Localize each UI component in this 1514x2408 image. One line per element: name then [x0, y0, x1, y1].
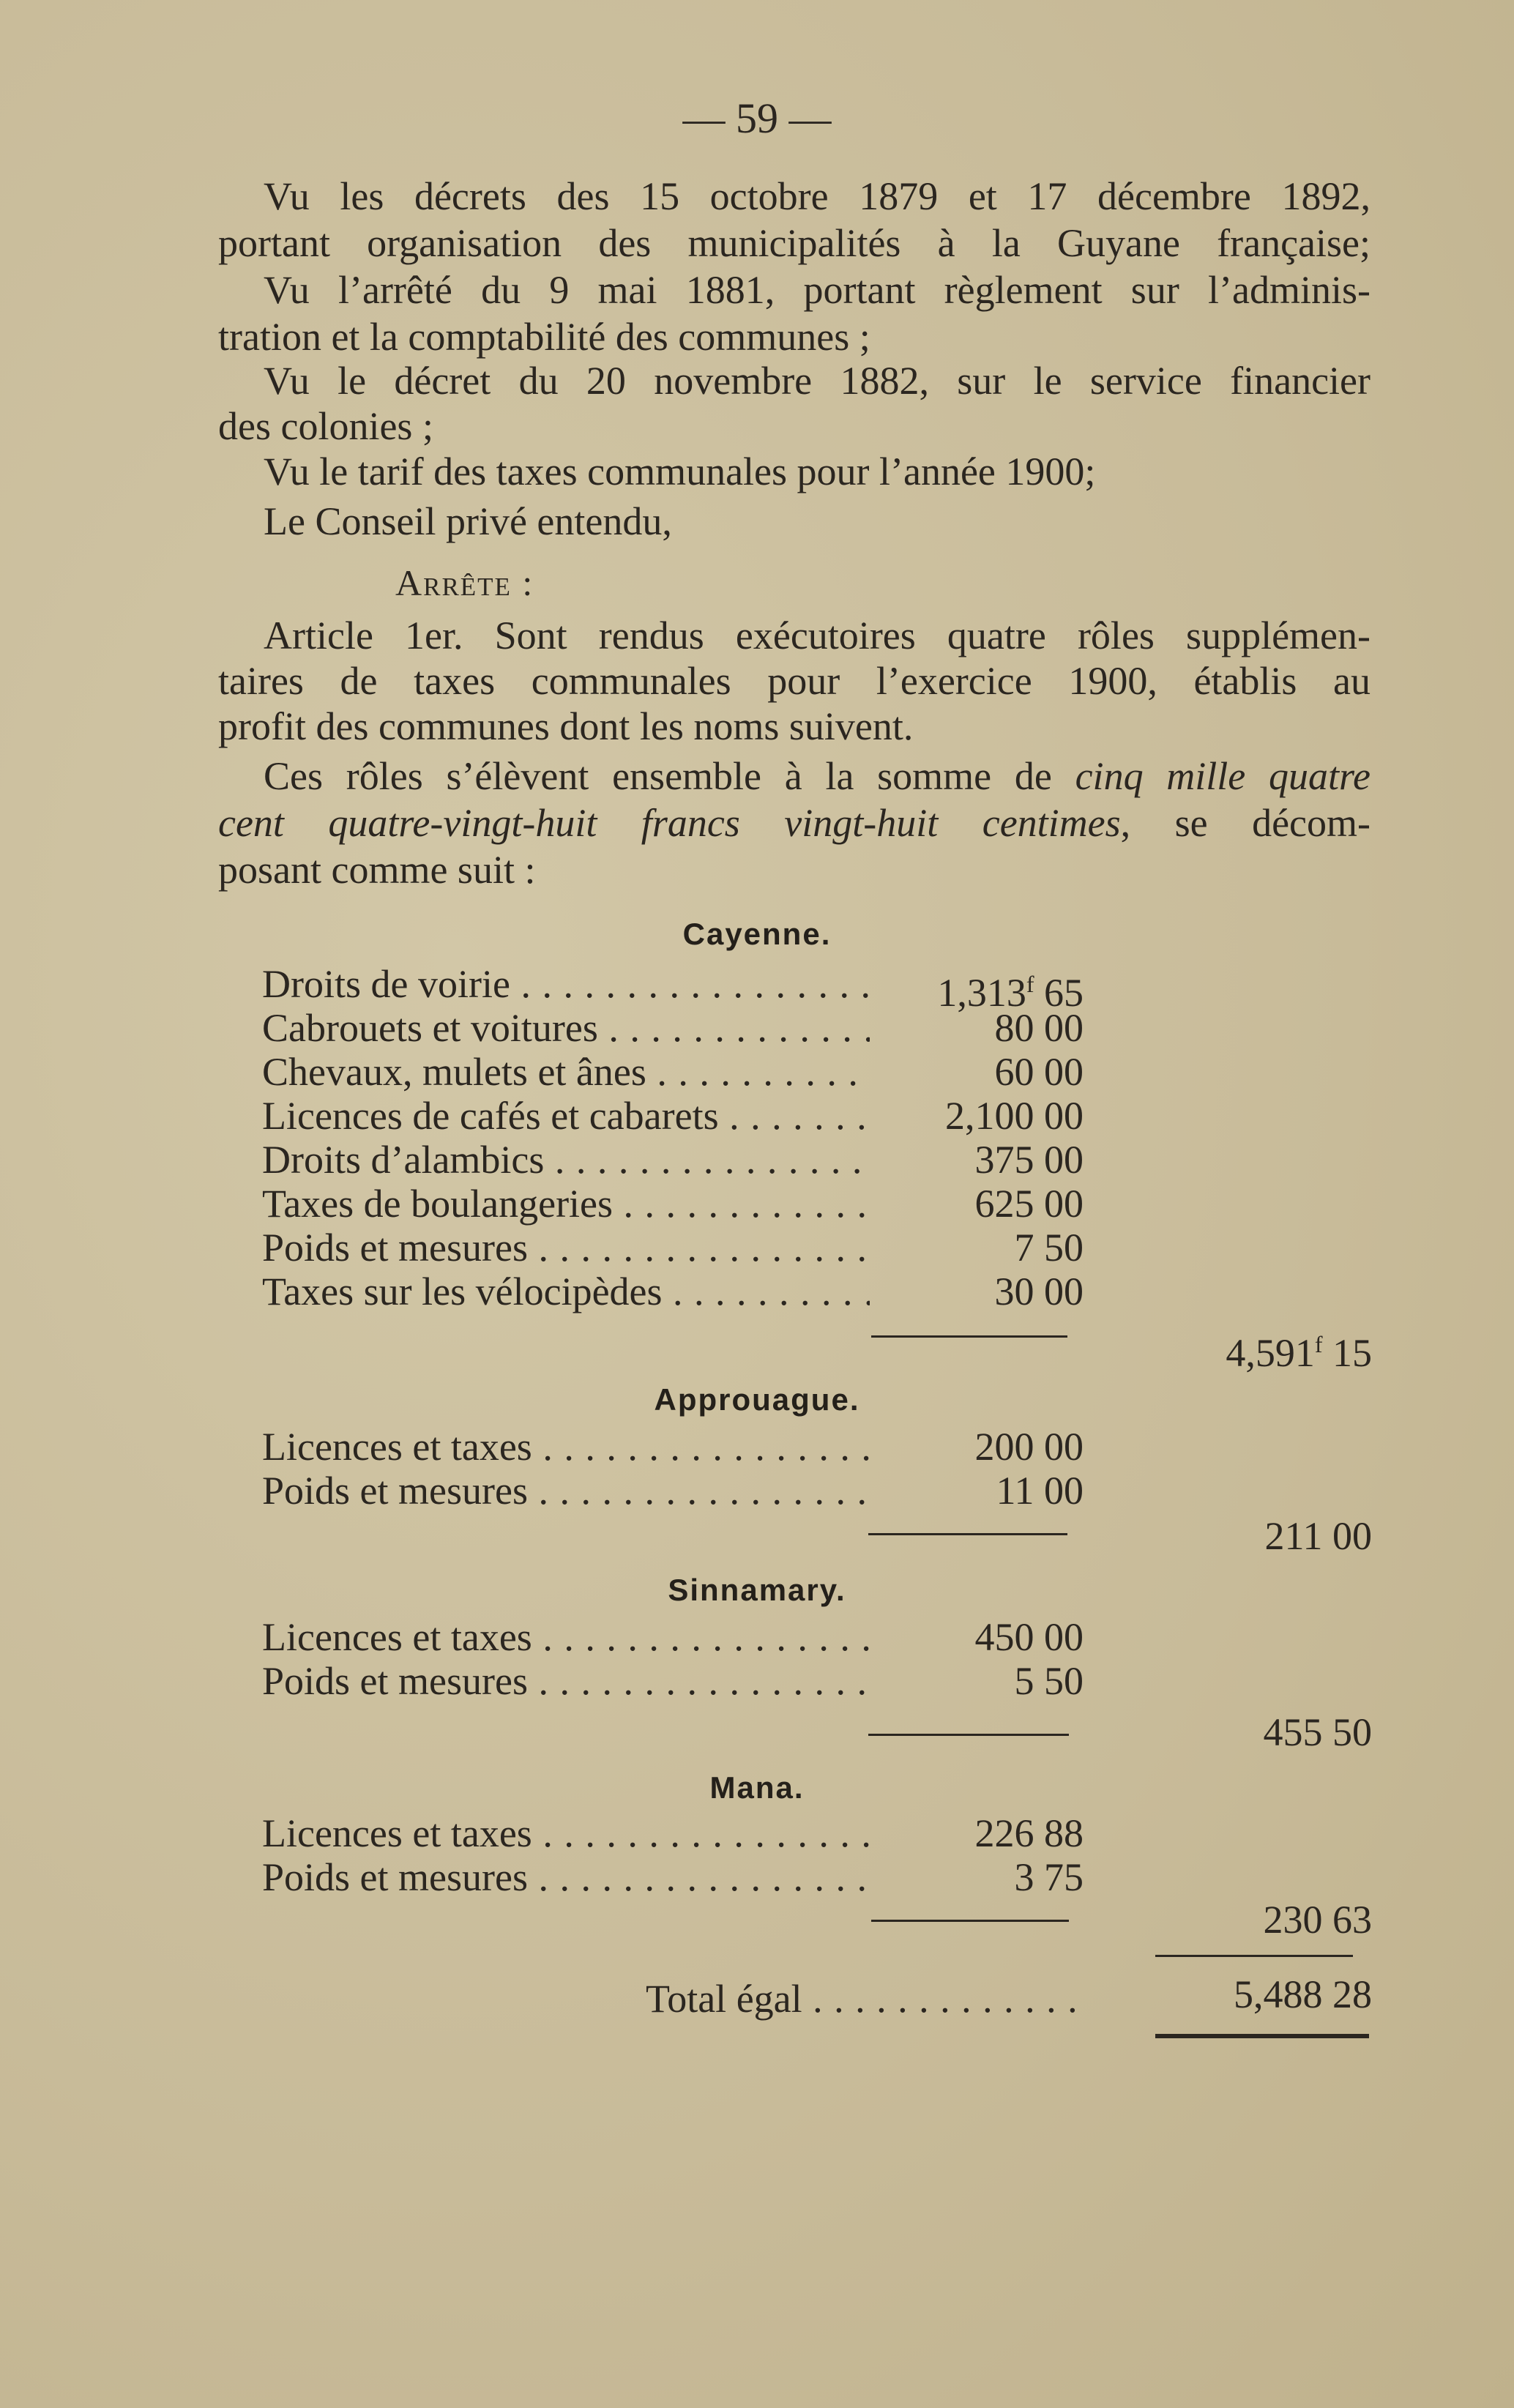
row-label: Poids et mesures	[262, 1226, 528, 1270]
section-heading-approuague: Approuague.	[654, 1382, 860, 1417]
row-label: Licences et taxes	[262, 1615, 532, 1659]
subtotal-rule	[868, 1734, 1069, 1736]
preamble-line: Vu l’arrêté du 9 mai 1881, portant règlement sur l’adminis-	[264, 268, 1371, 312]
table-row	[262, 1469, 870, 1513]
row-label: Poids et mesures	[262, 1855, 528, 1899]
total-label: Total égal	[646, 1977, 802, 2021]
table-row	[262, 1615, 870, 1659]
row-amount: 200 00	[974, 1425, 1084, 1469]
row-amount: 30 00	[994, 1270, 1084, 1313]
table-row	[262, 1226, 870, 1270]
row-amount: 80 00	[994, 1006, 1084, 1050]
row-amount: 7 50	[1014, 1226, 1084, 1270]
preamble-line: Le Conseil privé entendu,	[264, 499, 672, 543]
article-line: taires de taxes communales pour l’exercice 1900, établis au	[218, 659, 1371, 703]
row-label: Cabrouets et voitures	[262, 1006, 598, 1050]
table-row	[262, 1050, 870, 1094]
row-amount: 60 00	[994, 1050, 1084, 1094]
preamble-line: portant organisation des municipalités à la Guyane française;	[218, 221, 1371, 265]
row-label: Chevaux, mulets et ânes	[262, 1050, 646, 1094]
total-rule	[1155, 1955, 1353, 1957]
franc-sup: f	[1314, 1331, 1323, 1357]
row-label: Poids et mesures	[262, 1659, 528, 1703]
row-label: Droits de voirie	[262, 962, 510, 1006]
table-row	[262, 1182, 870, 1226]
row-amount: 625 00	[974, 1182, 1084, 1226]
amount-cents: 65	[1034, 971, 1084, 1015]
article-line: profit des communes dont les noms suivent.	[218, 704, 914, 748]
table-row	[262, 1659, 870, 1703]
row-label: Licences de cafés et cabarets	[262, 1094, 719, 1138]
row-amount: 375 00	[974, 1138, 1084, 1182]
row-amount: 5 50	[1014, 1659, 1084, 1703]
table-row	[262, 1094, 870, 1138]
row-label: Poids et mesures	[262, 1469, 528, 1513]
table-row	[262, 1138, 870, 1182]
row-label: Taxes de boulangeries	[262, 1182, 614, 1226]
subtotal-rule	[868, 1533, 1067, 1535]
table-row	[262, 962, 870, 1006]
table-row	[262, 1270, 870, 1313]
row-amount: 2,100 00	[945, 1094, 1084, 1138]
subtotal-mana: 230 63	[1263, 1898, 1372, 1942]
subtotal-cents: 15	[1322, 1331, 1372, 1375]
table-row	[262, 1006, 870, 1050]
sum-line-3: posant comme suit :	[218, 848, 536, 892]
section-heading-cayenne: Cayenne.	[682, 917, 832, 951]
subtotal-sinnamary: 455 50	[1263, 1710, 1372, 1754]
row-amount: 3 75	[1014, 1855, 1084, 1899]
row-label: Droits d’alambics	[262, 1138, 545, 1182]
sum-text-end: , se décom-	[1120, 801, 1371, 845]
row-amount: 226 88	[974, 1811, 1084, 1855]
sum-text-italic-2: cent quatre-vingt-huit francs vingt-huit centimes	[218, 801, 1121, 845]
subtotal-rule	[871, 1920, 1069, 1922]
table-row	[262, 1425, 870, 1469]
table-row	[262, 1855, 870, 1899]
article-text: Article 1er. Sont rendus exécutoires quatre rôles supplémen-	[264, 614, 1371, 657]
row-amount: 450 00	[974, 1615, 1084, 1659]
subtotal-approuague: 211 00	[1264, 1514, 1372, 1558]
sum-text-italic-1: cinq mille quatre	[1075, 754, 1371, 798]
row-amount: 11 00	[996, 1469, 1084, 1513]
preamble-line: Vu le tarif des taxes communales pour l’année 1900;	[264, 450, 1096, 493]
sum-line-1	[264, 753, 1371, 799]
total-row	[646, 1977, 1085, 2021]
row-label: Licences et taxes	[262, 1425, 532, 1469]
preamble-line: Vu le décret du 20 novembre 1882, sur le service financier	[264, 359, 1371, 403]
preamble-line: tration et la comptabilité des communes ;	[218, 315, 870, 359]
table-row	[262, 1811, 870, 1855]
total-amount: 5,488 28	[1234, 1972, 1372, 2016]
section-heading-mana: Mana.	[709, 1770, 805, 1805]
sum-line-2	[218, 799, 1371, 846]
amount-value: 1,313	[937, 971, 1026, 1015]
row-label: Taxes sur les vélocipèdes	[262, 1270, 663, 1313]
arrete-label: Arrête :	[395, 562, 534, 603]
subtotal-value: 4,591	[1226, 1331, 1315, 1375]
franc-sup: f	[1026, 971, 1034, 997]
section-heading-sinnamary: Sinnamary.	[668, 1573, 846, 1607]
subtotal-cayenne	[1142, 1322, 1372, 1375]
preamble-line: des colonies ;	[218, 404, 433, 448]
preamble-line: Vu les décrets des 15 octobre 1879 et 17 décembre 1892,	[264, 174, 1371, 218]
article-line	[264, 612, 1371, 659]
total-double-rule	[1155, 2034, 1369, 2038]
sum-text-start: Ces rôles s’élèvent ensemble à la somme de	[264, 754, 1075, 798]
row-label: Licences et taxes	[262, 1811, 532, 1855]
page-number: — 59 —	[682, 94, 832, 142]
subtotal-rule	[871, 1335, 1067, 1338]
